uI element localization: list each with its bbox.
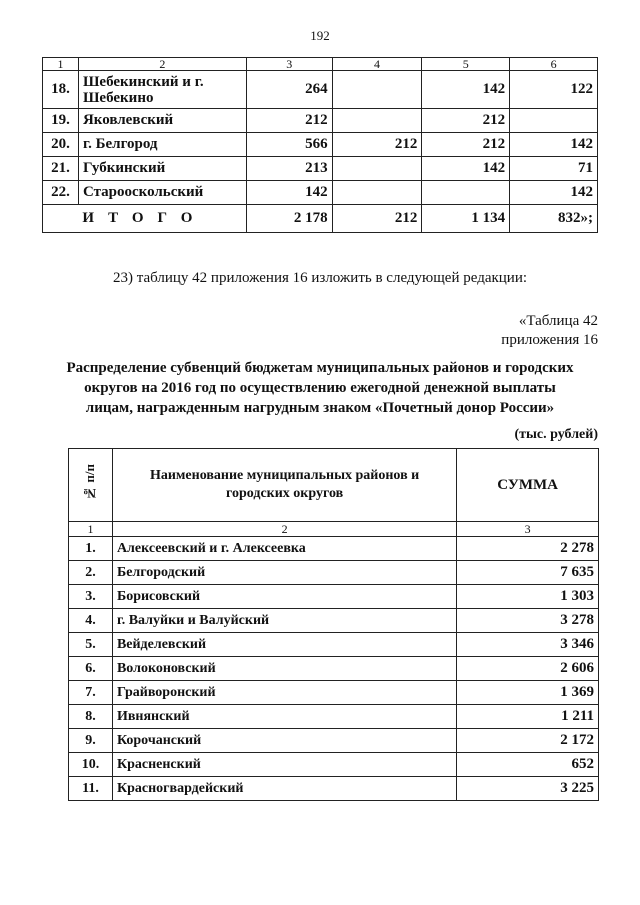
table-row (43, 157, 598, 181)
value-col-4: 212 (332, 133, 422, 157)
value-col-3: 264 (246, 71, 332, 109)
amendment-paragraph: 23) таблицу 42 приложения 16 изложить в следующей редакции: (112, 270, 528, 286)
value-col-3: 212 (246, 109, 332, 133)
row-number: 6. (69, 657, 113, 681)
table-row (69, 633, 599, 657)
table-row (69, 777, 599, 801)
page-number: 192 (310, 28, 330, 43)
value-col-5: 212 (422, 133, 510, 157)
value-col-4 (332, 157, 422, 181)
sum-value: 2 172 (457, 729, 599, 753)
district-name: Старооскольский (78, 181, 246, 205)
table-row (69, 585, 599, 609)
total-col-6: 832»; (510, 205, 598, 233)
value-col-6: 122 (510, 71, 598, 109)
row-number: 18. (43, 71, 79, 109)
row-number: 1. (69, 537, 113, 561)
value-col-3: 213 (246, 157, 332, 181)
value-col-5 (422, 181, 510, 205)
total-col-3: 2 178 (246, 205, 332, 233)
total-label: ИТОГО (43, 205, 247, 233)
value-col-6: 142 (510, 181, 598, 205)
total-col-5: 1 134 (422, 205, 510, 233)
row-number: 11. (69, 777, 113, 801)
table-row (69, 753, 599, 777)
table-row (43, 109, 598, 133)
row-number: 9. (69, 729, 113, 753)
col-sum-header: СУММА (457, 449, 599, 522)
col-sum-index: 3 (457, 522, 599, 537)
row-number: 21. (43, 157, 79, 181)
top-col-6-header: 6 (510, 58, 598, 71)
row-number: 5. (69, 633, 113, 657)
row-number: 4. (69, 609, 113, 633)
top-table (42, 57, 598, 233)
value-col-3: 142 (246, 181, 332, 205)
table-reference-line-2: приложения 16 (501, 332, 598, 348)
main-table (68, 448, 599, 801)
row-number: 22. (43, 181, 79, 205)
top-col-1-header: 1 (43, 58, 79, 71)
row-number: 2. (69, 561, 113, 585)
col-name-index: 2 (112, 522, 456, 537)
row-number: 10. (69, 753, 113, 777)
district-name: Алексеевский и г. Алексеевка (112, 537, 456, 561)
table-row (69, 705, 599, 729)
district-name: г. Валуйки и Валуйский (112, 609, 456, 633)
value-col-6: 71 (510, 157, 598, 181)
row-number: 3. (69, 585, 113, 609)
district-name: Яковлевский (78, 109, 246, 133)
total-row (43, 205, 598, 233)
column-numbers-row (69, 522, 599, 537)
district-name: Грайворонский (112, 681, 456, 705)
table-row (43, 133, 598, 157)
value-col-6: 142 (510, 133, 598, 157)
district-name: Красногвардейский (112, 777, 456, 801)
sum-value: 2 278 (457, 537, 599, 561)
district-name: Белгородский (112, 561, 456, 585)
value-col-4 (332, 181, 422, 205)
col-name-header: Наименование муниципальных районов и городских округов (112, 449, 456, 522)
district-name: Красненский (112, 753, 456, 777)
top-col-3-header: 3 (246, 58, 332, 71)
col-number-header (69, 449, 113, 522)
table-row (69, 657, 599, 681)
row-number: 19. (43, 109, 79, 133)
table-row (43, 71, 598, 109)
value-col-5: 142 (422, 157, 510, 181)
table-row (69, 681, 599, 705)
table-title: Распределение субвенций бюджетам муниципальных районов и городских округов на 2016 год по осуществлению ежегодной денежной выплаты лицам, награжденным нагрудным знаком «Почетный донор России» (66, 360, 574, 416)
table-row (69, 537, 599, 561)
district-name: Волоконовский (112, 657, 456, 681)
top-col-5-header: 5 (422, 58, 510, 71)
district-name: Ивнянский (112, 705, 456, 729)
table-reference-line-1: «Таблица 42 (518, 313, 598, 329)
sum-value: 1 211 (457, 705, 599, 729)
district-name: Губкинский (78, 157, 246, 181)
sum-value: 2 606 (457, 657, 599, 681)
row-number: 7. (69, 681, 113, 705)
sum-value: 3 225 (457, 777, 599, 801)
sum-value: 1 369 (457, 681, 599, 705)
col-number-header-text: № п/п (82, 464, 98, 501)
district-name: г. Белгород (78, 133, 246, 157)
row-number: 8. (69, 705, 113, 729)
top-table-header-row (43, 58, 598, 71)
top-col-4-header: 4 (332, 58, 422, 71)
table-row (69, 561, 599, 585)
table-row (69, 609, 599, 633)
district-name: Шебекинский и г. Шебекино (78, 71, 246, 109)
col-number-index: 1 (69, 522, 113, 537)
row-number: 20. (43, 133, 79, 157)
sum-value: 1 303 (457, 585, 599, 609)
value-col-4 (332, 109, 422, 133)
table-reference (501, 312, 598, 350)
sum-value: 3 346 (457, 633, 599, 657)
units-label: (тыс. рублей) (514, 427, 598, 442)
sum-value: 7 635 (457, 561, 599, 585)
value-col-5: 212 (422, 109, 510, 133)
value-col-5: 142 (422, 71, 510, 109)
value-col-3: 566 (246, 133, 332, 157)
table-row (43, 181, 598, 205)
district-name: Борисовский (112, 585, 456, 609)
sum-value: 3 278 (457, 609, 599, 633)
value-col-4 (332, 71, 422, 109)
value-col-6 (510, 109, 598, 133)
table-row (69, 729, 599, 753)
district-name: Вейделевский (112, 633, 456, 657)
district-name: Корочанский (112, 729, 456, 753)
main-table-header-row (69, 449, 599, 522)
total-col-4: 212 (332, 205, 422, 233)
top-col-2-header: 2 (78, 58, 246, 71)
sum-value: 652 (457, 753, 599, 777)
